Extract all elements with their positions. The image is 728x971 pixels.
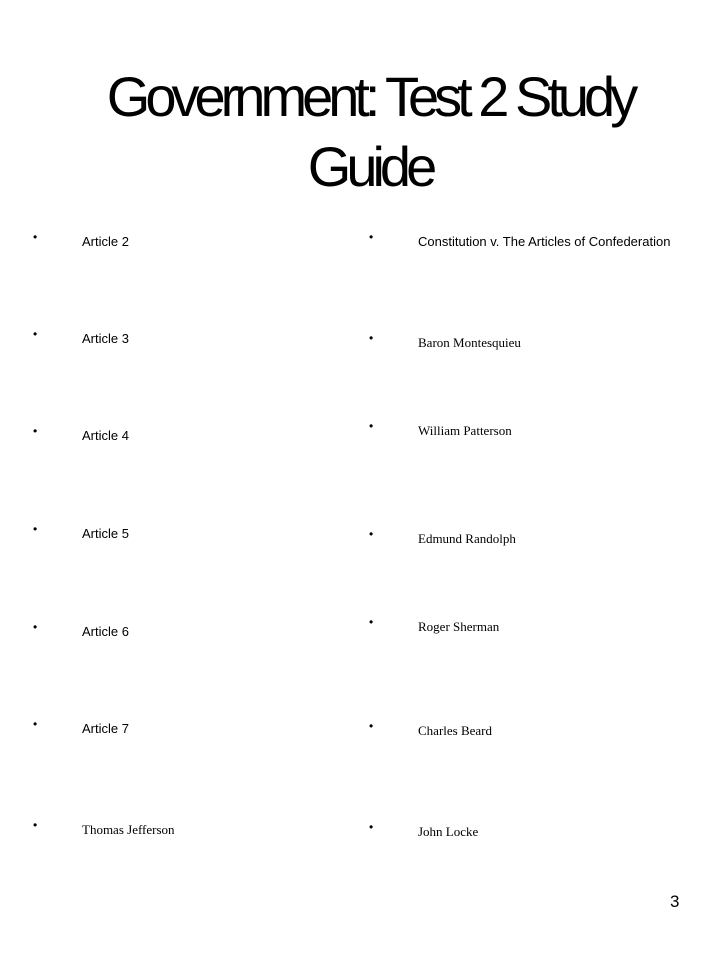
bullet: • [33, 620, 38, 634]
list-item-label: William Patterson [418, 423, 512, 438]
bullet: • [33, 818, 38, 832]
bullet: • [33, 717, 38, 731]
bullet: • [33, 327, 38, 341]
list-item-label: Article 5 [82, 526, 129, 541]
bullet: • [369, 615, 374, 629]
list-item-label: Article 3 [82, 331, 129, 346]
bullet: • [369, 719, 374, 733]
list-item-label: Article 2 [82, 234, 129, 249]
bullet: • [369, 230, 374, 244]
list-item-label: Article 7 [82, 721, 129, 736]
page-number: 3 [670, 892, 680, 911]
bullet: • [369, 419, 374, 433]
list-item-label: Constitution v. The Articles of Confederation [418, 234, 671, 249]
list-item-label: Article 4 [82, 428, 129, 443]
list-item-label: Article 6 [82, 624, 129, 639]
list-item-label: John Locke [418, 824, 479, 839]
bullet: • [33, 424, 38, 438]
list-item-label: Charles Beard [418, 723, 493, 738]
bullet: • [33, 230, 38, 244]
list-item-label: Baron Montesquieu [418, 335, 521, 350]
bullet: • [369, 820, 374, 834]
list-item-label: Thomas Jefferson [82, 822, 175, 837]
list-item-label: Edmund Randolph [418, 531, 516, 546]
bullet: • [369, 527, 374, 541]
page-title: Government: Test 2 Study Guide [106, 65, 634, 198]
list-item-label: Roger Sherman [418, 619, 500, 634]
bullet: • [33, 522, 38, 536]
bullet: • [369, 331, 374, 345]
